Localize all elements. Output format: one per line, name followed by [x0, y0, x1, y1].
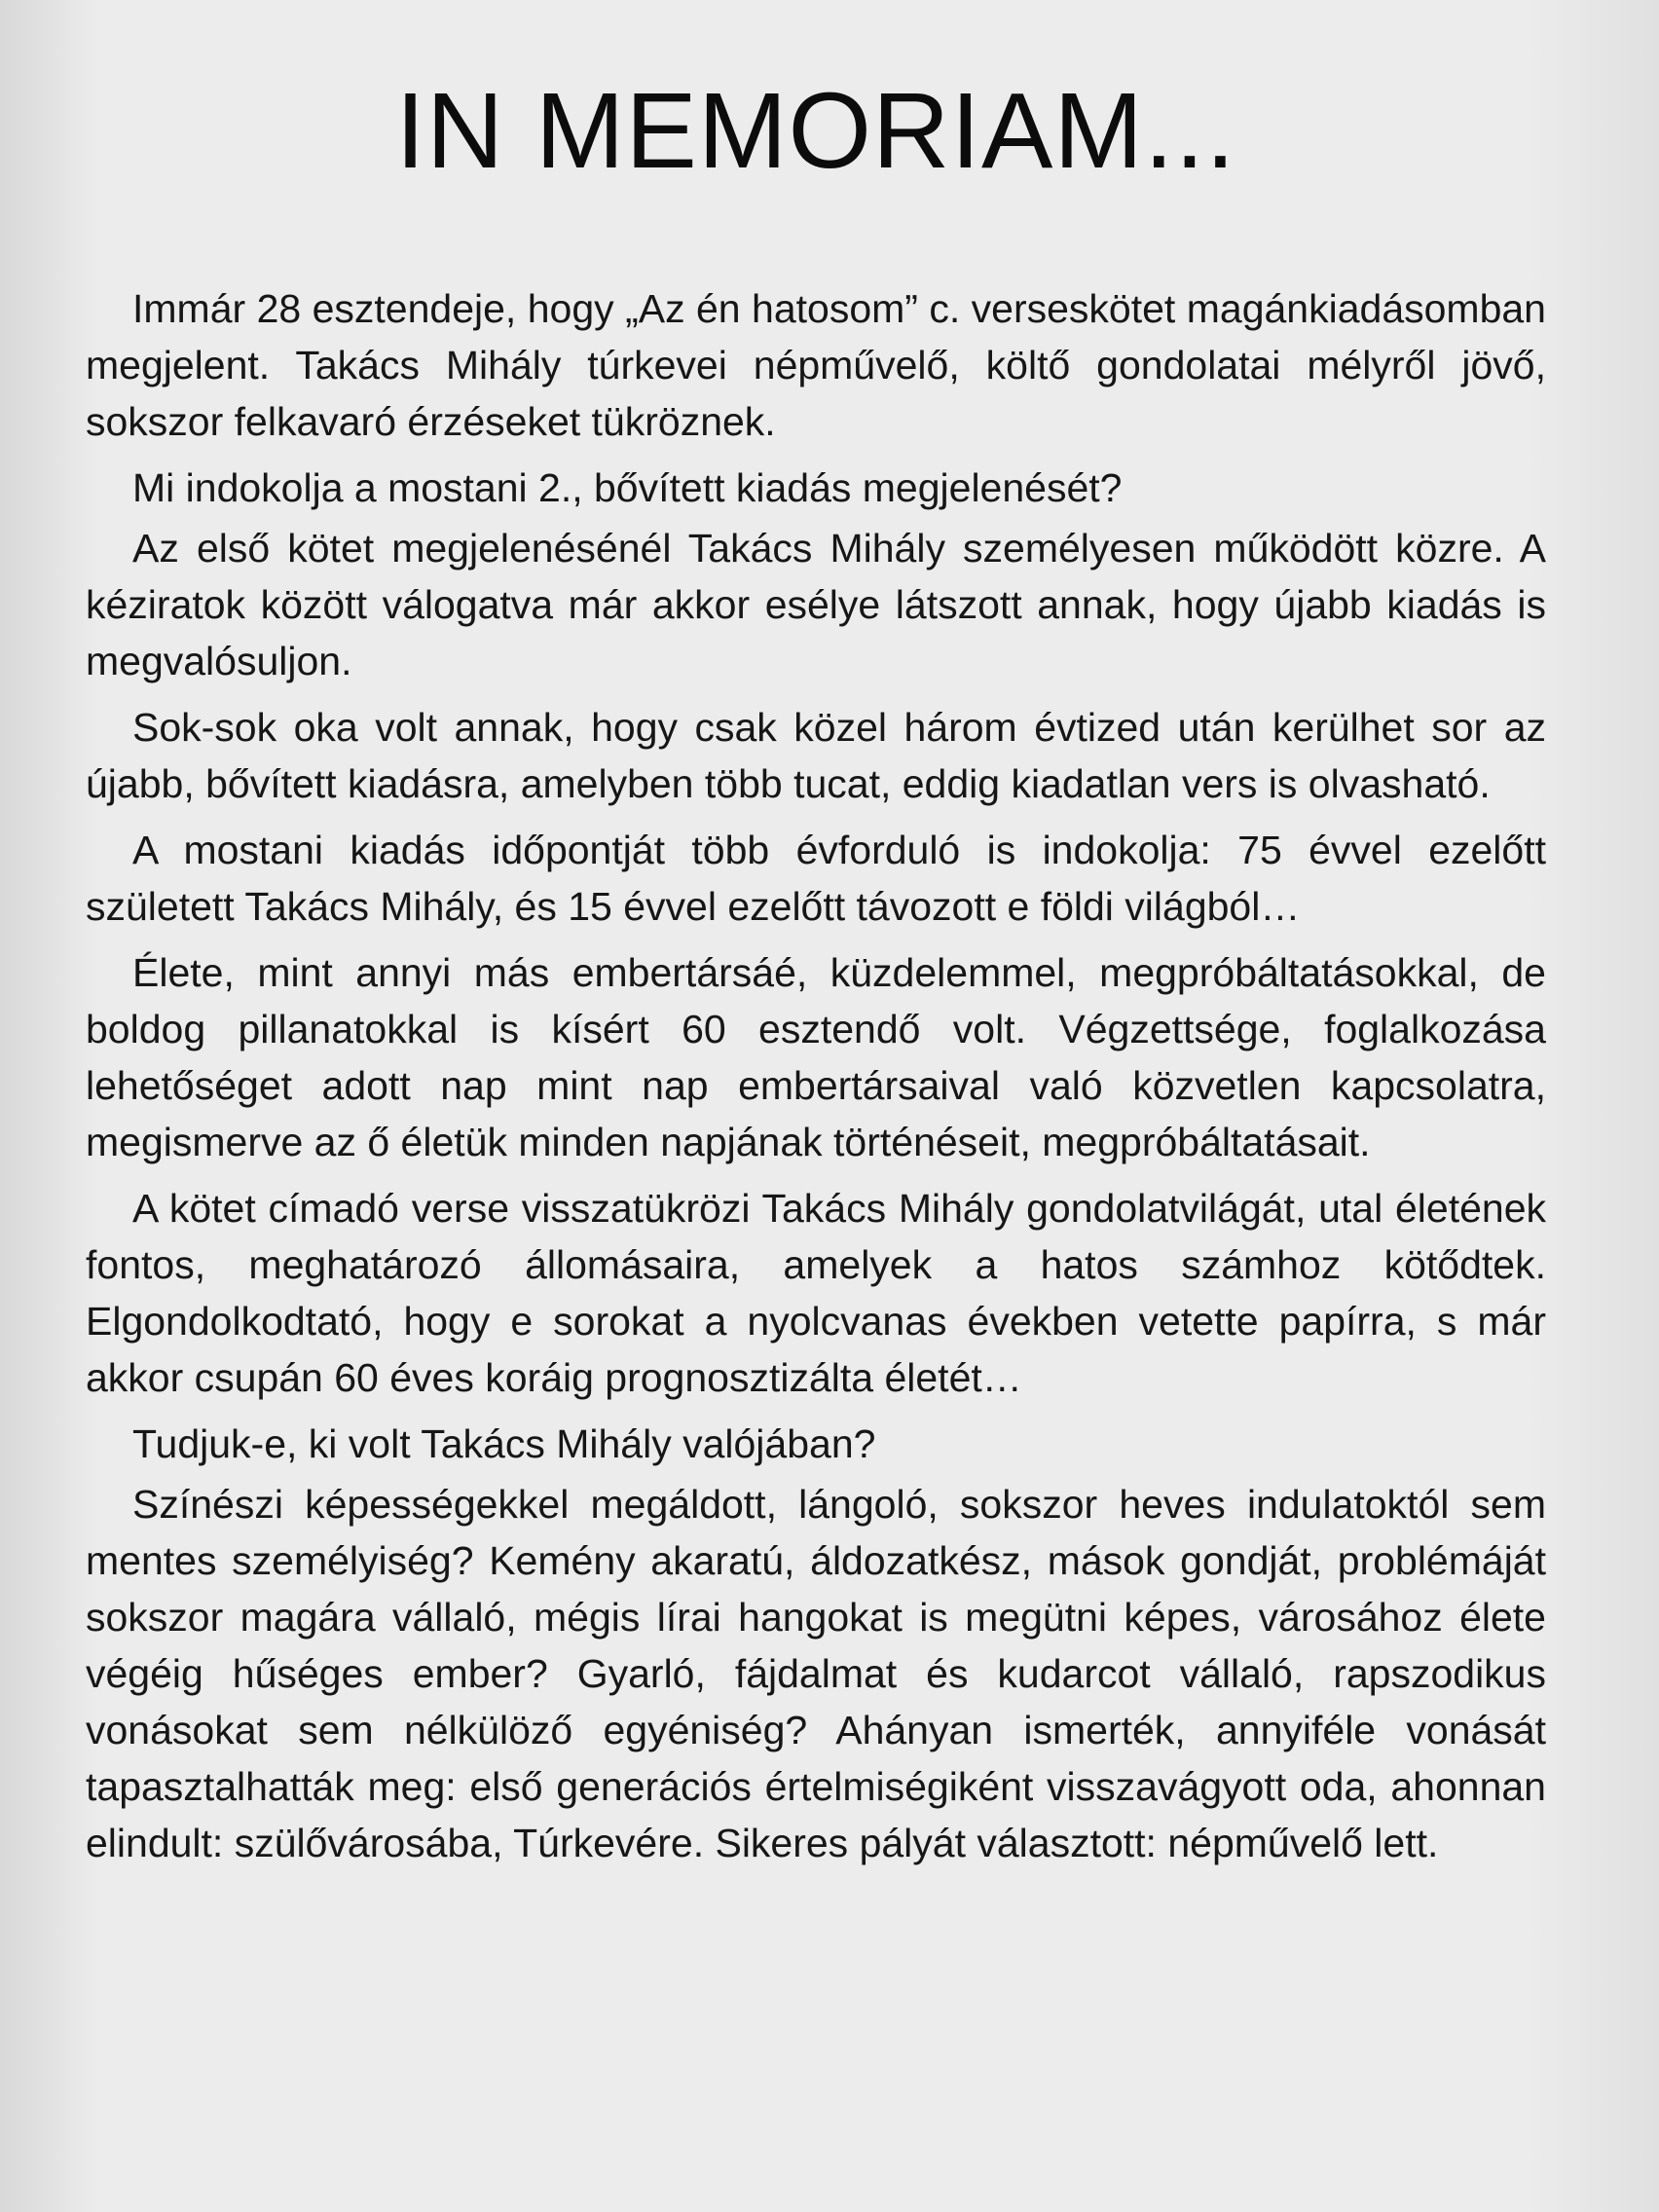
paragraph: Sok-sok oka volt annak, hogy csak közel három évtized után kerülhet sor az újabb, bővített kiadásra, amelyben több tucat, eddig kiadatlan vers is olvasható. [86, 705, 1546, 806]
paragraph: Élete, mint annyi más embertársáé, küzdelemmel, megpróbáltatásokkal, de boldog pillanatokkal is kísért 60 esztendő volt. Végzettsége, foglalkozása lehetőséget adott nap mint nap embertársaival való közvetlen kapcsolatra, megismerve az ő életük minden napjának történéseit, megpróbáltatásait. [86, 950, 1546, 1164]
paragraph: Színészi képességekkel megáldott, lángoló, sokszor heves indulatoktól sem mentes személyiség? Kemény akaratú, áldozatkész, mások gondját, problémáját sokszor magára vállaló, mégis lírai hangokat is megütni képes, városához élete végéig hűséges ember? Gyarló, fájdalmat és kudarcot vállaló, rapszodikus vonásokat sem nélkülöző egyéniség? Ahányan ismerték, annyiféle vonását tapasztalhatták meg: első generációs értelmiségiként visszavágyott oda, ahonnan elindult: szülővárosába, Túrkevére. Sikeres pályát választott: népművelő lett. [86, 1482, 1546, 1865]
paragraph: A mostani kiadás időpontját több évforduló is indokolja: 75 évvel ezelőtt született Takács Mihály, és 15 évvel ezelőtt távozott e földi világból… [86, 828, 1546, 929]
paragraph: Az első kötet megjelenésénél Takács Mihály személyesen működött közre. A kéziratok között válogatva már akkor esélye látszott annak, hogy újabb kiadás is megvalósuljon. [86, 526, 1546, 683]
paragraph: Immár 28 esztendeje, hogy „Az én hatosom” c. verseskötet magánkiadásomban megjelent. Takács Mihály túrkevei népművelő, költő gondolatai mélyről jövő, sokszor felkavaró érzéseket tükröznek. [86, 286, 1546, 444]
document-page [86, 68, 1546, 1881]
article-body [86, 280, 1546, 1871]
page-title: IN MEMORIAM... [395, 71, 1236, 191]
paragraph: Tudjuk-e, ki volt Takács Mihály valójában? [132, 1421, 876, 1466]
paragraph: Mi indokolja a mostani 2., bővített kiadás megjelenését? [132, 465, 1123, 510]
paragraph: A kötet címadó verse visszatükrözi Takács Mihály gondolatvilágát, utal életének fontos, meghatározó állomásaira, amelyek a hatos számhoz kötődtek. Elgondolkodtató, hogy e sorokat a nyolcvanas években vetette papírra, s már akkor csupán 60 éves koráig prognosztizálta életét… [86, 1186, 1546, 1400]
